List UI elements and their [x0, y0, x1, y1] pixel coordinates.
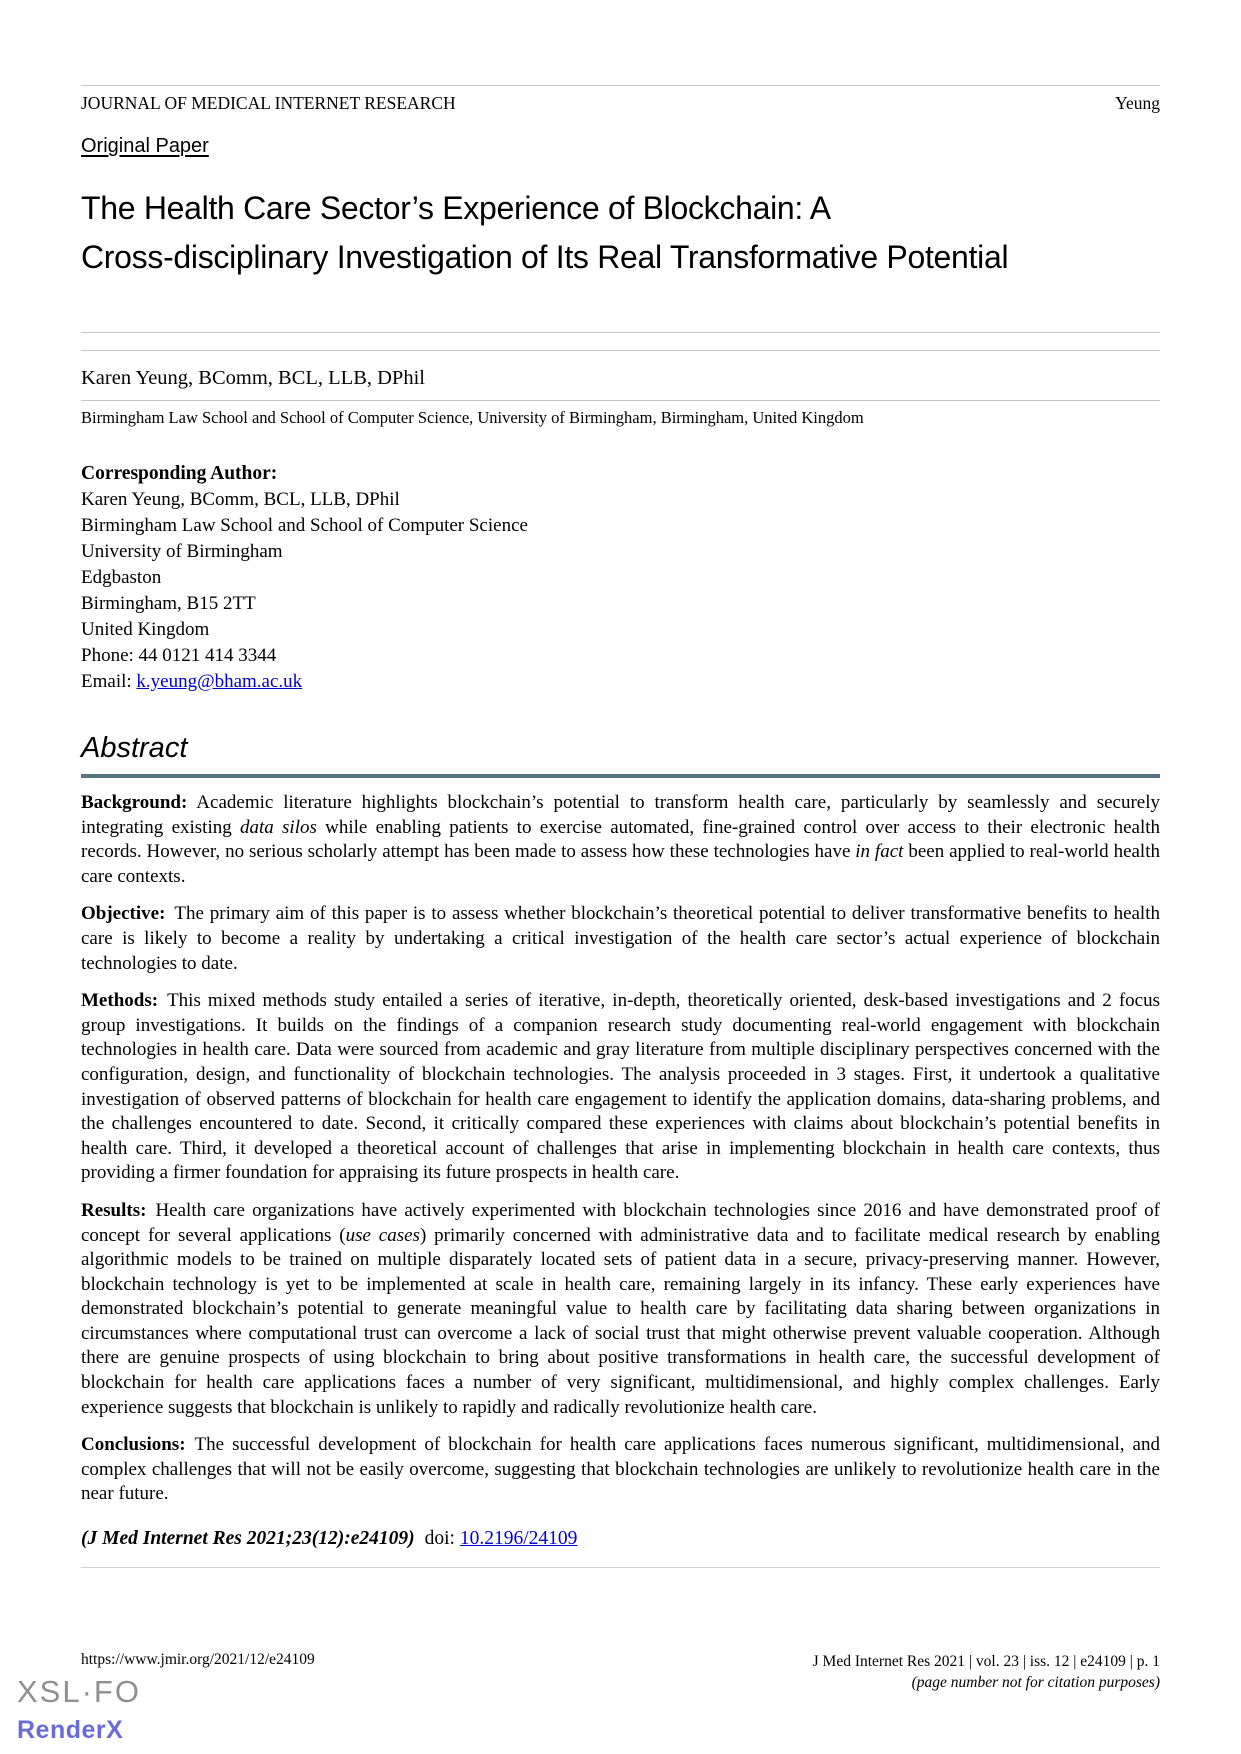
abstract-text-run: been applied to real-world health care contexts.	[81, 841, 1160, 887]
divider	[81, 350, 1160, 351]
abstract-section-label: Results:	[81, 1199, 147, 1221]
abstract-sections	[81, 791, 1160, 1507]
corresponding-author-block	[81, 461, 1160, 695]
corresponding-author-line: United Kingdom	[81, 619, 210, 640]
corresponding-author-line: Birmingham, B15 2TT	[81, 593, 256, 614]
title-line-1: The Health Care Sector’s Experience of Blockchain: A	[81, 190, 831, 226]
abstract-paragraph	[81, 902, 1160, 976]
doi-link[interactable]: 10.2196/24109	[459, 1528, 578, 1550]
corresponding-author-line: Edgbaston	[81, 567, 162, 588]
renderx-logo	[17, 1674, 141, 1745]
abstract-section-label: Objective:	[81, 903, 166, 925]
abstract-section-label: Conclusions:	[81, 1434, 186, 1456]
author-name: Karen Yeung, BComm, BCL, LLB, DPhil	[81, 367, 425, 389]
journal-name: JOURNAL OF MEDICAL INTERNET RESEARCH	[81, 93, 456, 113]
abstract-section-label: Background:	[81, 792, 188, 813]
abstract-heading: Abstract	[81, 732, 188, 764]
citation-line	[81, 1528, 1160, 1550]
email-label: Email:	[81, 671, 137, 692]
corresponding-author-heading: Corresponding Author:	[81, 463, 278, 484]
corresponding-author-lines	[81, 487, 1160, 669]
footer-journal-info: J Med Internet Res 2021 | vol. 23 | iss. 12 | e24109 | p. 1	[812, 1653, 1160, 1670]
page-footer	[81, 1651, 1160, 1693]
footer-citation-block	[813, 1651, 1160, 1693]
abstract-paragraph	[81, 791, 1160, 889]
abstract-paragraph	[81, 989, 1160, 1186]
abstract-text-run: This mixed methods study entailed a series of iterative, in-depth, theoretically oriented, desk-based investigations and 2 focus group investigations. It builds on the findings of a companion research study documenting real-world engagement with blockchain technologies in health care. Data were sourced from academic and gray literature from multiple disciplinary perspectives concerned with the configuration, design, and functionality of blockchain technologies. The analysis proceeded in 3 stages. First, it undertook a qualitative investigation of observed patterns of blockchain for health care engagement to identify the application domains, data-sharing problems, and the challenges encountered to date. Second, it critically compared these experiences with claims about blockchain’s potential benefits in health care. Third, it developed a theoretical account of challenges that arise in implementing blockchain in health care contexts, thus providing a firmer foundation for appraising its future prospects in health care.	[81, 990, 1160, 1184]
corresponding-author-line: Karen Yeung, BComm, BCL, LLB, DPhil	[81, 489, 400, 510]
corresponding-author-line: Phone: 44 0121 414 3344	[81, 645, 277, 666]
abstract-italic-run: data silos	[240, 816, 317, 838]
article-type-label: Original Paper	[81, 135, 209, 157]
citation-divider	[81, 1567, 1160, 1568]
abstract-text-run: ) primarily concerned with administrative data and to facilitate medical research by enabling algorithmic models to be trained on multiple disparately located sets of patient data in a secure, privacy-preserving manner. However, blockchain technology is yet to be implemented at scale in health care, remaining largely in its infancy. These early experiences have demonstrated blockchain’s potential to generate meaningful value to health care by facilitating data sharing between organizations in circumstances where computational trust can overcome a lack of social trust that might otherwise prevent valuable cooperation. Although there are genuine prospects of using blockchain to bring about positive transformations in health care, the successful development of blockchain for health care applications faces a number of very significant, multidimensional, and highly complex challenges. Early experience suggests that blockchain is unlikely to rapidly and radically revolutionize health care.	[81, 1224, 1160, 1418]
abstract-text-run: The successful development of blockchain for health care applications faces numerous significant, multidimensional, and complex challenges that will not be easily overcome, suggesting that blockchain technologies are unlikely to revolutionize health care in the near future.	[81, 1434, 1160, 1505]
abstract-text-run: Academic literature highlights blockchain’s potential to transform health care, particularly by seamlessly and securely integrating existing	[81, 792, 1160, 838]
running-head	[81, 93, 1160, 114]
abstract-divider	[81, 774, 1160, 778]
article-type	[81, 135, 1160, 158]
footer-url: https://www.jmir.org/2021/12/e24109	[81, 1651, 315, 1668]
abstract-text-run: The primary aim of this paper is to assess whether blockchain’s theoretical potential to deliver transformative benefits to health care is likely to become a reality by undertaking a critical investigation of the health care sector’s actual experience of blockchain technologies to date.	[81, 903, 1160, 974]
author-affiliation: Birmingham Law School and School of Computer Science, University of Birmingham, Birmingham, United Kingdom	[81, 408, 864, 427]
header-top-divider	[81, 85, 1160, 86]
abstract-section-label: Methods:	[81, 990, 159, 1012]
xsl-fo-logo-text: XSL·FO	[17, 1674, 141, 1709]
citation-reference: (J Med Internet Res 2021;23(12):e24109)	[81, 1528, 415, 1550]
abstract-italic-run: in fact	[855, 841, 904, 863]
renderx-logo-text: RenderX	[17, 1716, 124, 1744]
title-line-2: Cross-disciplinary Investigation of Its Real Transformative Potential	[81, 239, 1009, 275]
abstract-paragraph	[81, 1433, 1160, 1507]
running-head-author: Yeung	[1115, 93, 1160, 113]
page-title	[81, 184, 1160, 282]
page-content	[0, 85, 1241, 1568]
abstract-text-run: while enabling patients to exercise automated, fine-grained control over access to their electronic health records. However, no serious scholarly attempt has been made to assess how these technologies have	[81, 816, 1161, 863]
corresponding-author-line: University of Birmingham	[81, 541, 283, 562]
footer-note: (page number not for citation purposes)	[911, 1674, 1160, 1691]
abstract-paragraph	[81, 1199, 1160, 1420]
divider	[81, 332, 1160, 333]
abstract-text-run: Health care organizations have actively experimented with blockchain technologies since 2016 and have demonstrated proof of concept for several applications (	[81, 1199, 1160, 1246]
email-link[interactable]: k.yeung@bham.ac.uk	[136, 671, 303, 692]
corresponding-author-line: Birmingham Law School and School of Computer Science	[81, 515, 528, 536]
doi-label: doi:	[424, 1528, 455, 1550]
abstract-italic-run: use cases	[345, 1224, 420, 1246]
email-line	[81, 669, 1160, 695]
divider	[81, 400, 1160, 401]
